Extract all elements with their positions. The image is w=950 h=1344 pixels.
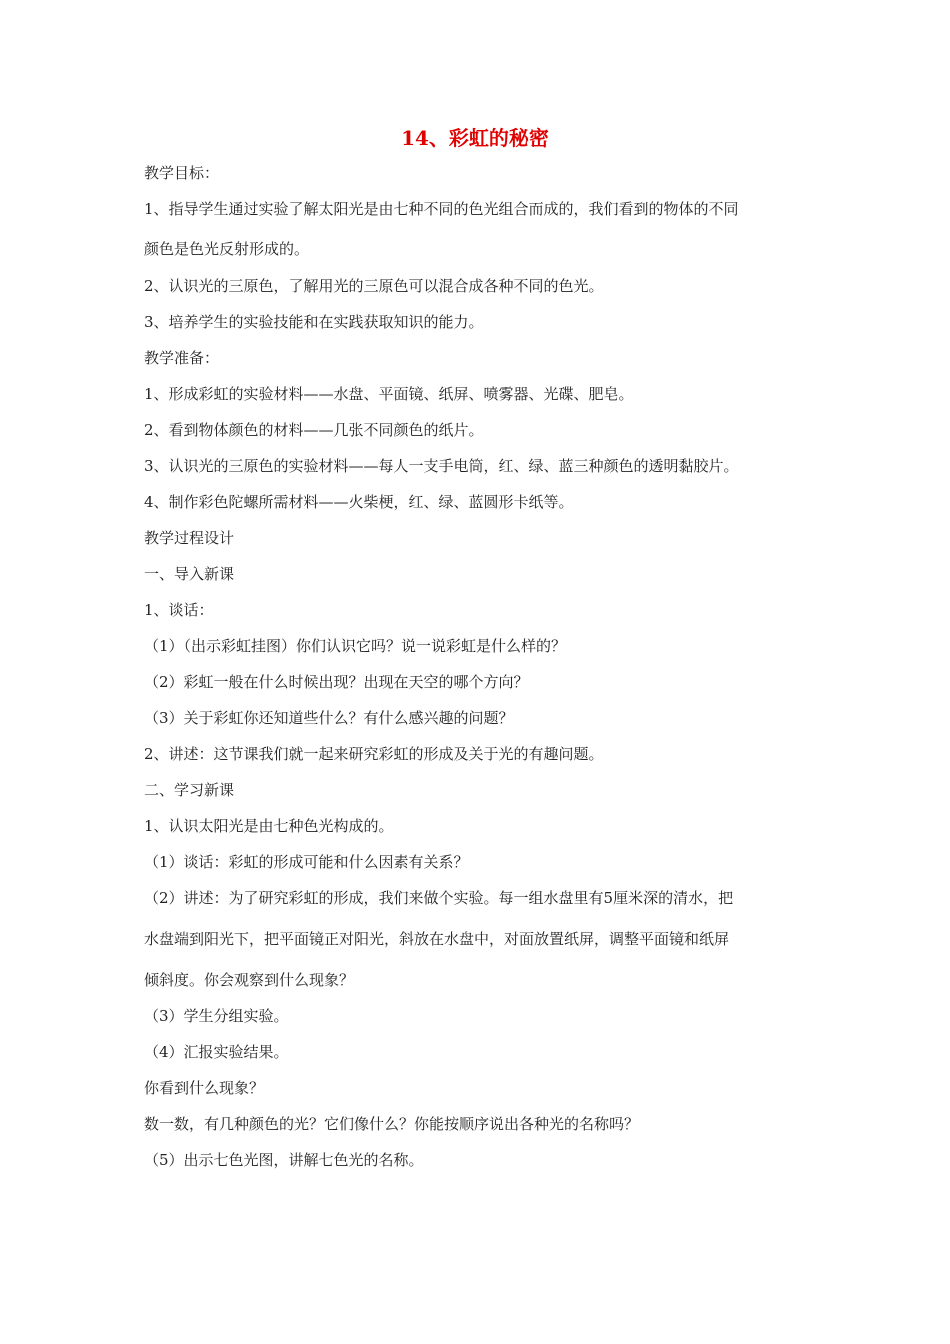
text-line: 4、制作彩色陀螺所需材料——火柴梗，红、绿、蓝圆形卡纸等。: [144, 493, 574, 511]
text-line: 颜色是色光反射形成的。: [144, 240, 310, 258]
text-line-section-heading: 二、学习新课: [144, 781, 235, 799]
text-line: （4）汇报实验结果。: [144, 1043, 289, 1061]
text-line: 3、认识光的三原色的实验材料——每人一支手电筒，红、绿、蓝三种颜色的透明黏胶片。: [144, 457, 739, 475]
text-line: 2、讲述：这节课我们就一起来研究彩虹的形成及关于光的有趣问题。: [144, 745, 604, 763]
text-line: 水盘端到阳光下，把平面镜正对阳光，斜放在水盘中，对面放置纸屏，调整平面镜和纸屏: [144, 930, 730, 948]
document-title: 14、彩虹的秘密: [401, 126, 549, 150]
text-line-section-heading: 一、导入新课: [144, 565, 235, 583]
text-line: 2、看到物体颜色的材料——几张不同颜色的纸片。: [144, 421, 484, 439]
text-line: 2、认识光的三原色，了解用光的三原色可以混合成各种不同的色光。: [144, 277, 604, 295]
text-line: （1）（出示彩虹挂图）你们认识它吗？说一说彩虹是什么样的？: [144, 637, 567, 655]
text-line: 数一数，有几种颜色的光？它们像什么？你能按顺序说出各种光的名称吗？: [144, 1115, 640, 1133]
text-line: 1、谈话：: [144, 601, 214, 619]
text-line-preparation-heading: 教学准备：: [144, 349, 220, 367]
text-line: （1）谈话：彩虹的形成可能和什么因素有关系？: [144, 853, 469, 871]
text-line: 倾斜度。你会观察到什么现象？: [144, 971, 355, 989]
text-line: 1、形成彩虹的实验材料——水盘、平面镜、纸屏、喷雾器、光碟、肥皂。: [144, 385, 634, 403]
text-line: （2）彩虹一般在什么时候出现？出现在天空的哪个方向？: [144, 673, 529, 691]
text-line-objectives-heading: 教学目标：: [144, 164, 220, 182]
text-line: 3、培养学生的实验技能和在实践获取知识的能力。: [144, 313, 484, 331]
text-line: 你看到什么现象？: [144, 1079, 265, 1097]
text-line: （5）出示七色光图，讲解七色光的名称。: [144, 1151, 424, 1169]
text-line-process-heading: 教学过程设计: [144, 529, 235, 547]
text-line: （3）学生分组实验。: [144, 1007, 289, 1025]
text-line: 1、指导学生通过实验了解太阳光是由七种不同的色光组合而成的，我们看到的物体的不同: [144, 200, 739, 218]
text-line: 1、认识太阳光是由七种色光构成的。: [144, 817, 394, 835]
text-line: （3）关于彩虹你还知道些什么？有什么感兴趣的问题？: [144, 709, 514, 727]
text-line: （2）讲述：为了研究彩虹的形成，我们来做个实验。每一组水盘里有5厘米深的清水，把: [144, 889, 734, 907]
